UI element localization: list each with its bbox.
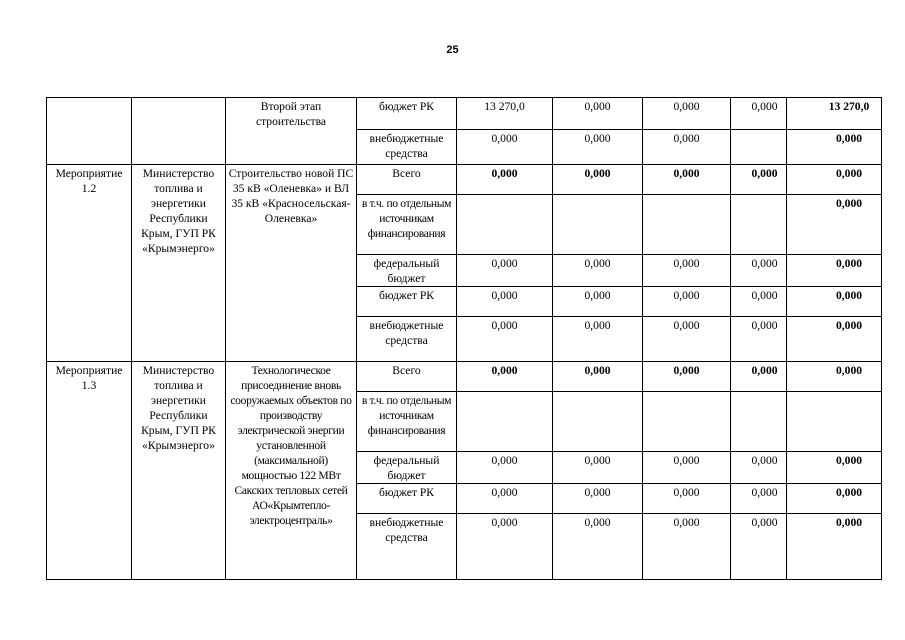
value-cell: 0,000 [731, 165, 787, 195]
value-cell: 0,000 [553, 362, 643, 392]
total-cell: 0,000 [787, 130, 882, 165]
value-cell: 0,000 [457, 452, 553, 484]
table-row [47, 98, 882, 130]
event-cell [47, 98, 132, 165]
value-cell: 0,000 [731, 484, 787, 514]
value-cell: 0,000 [553, 98, 643, 130]
source-label: Всего [357, 362, 457, 392]
value-cell: 0,000 [731, 98, 787, 130]
value-cell: 0,000 [457, 317, 553, 362]
value-cell: 0,000 [553, 452, 643, 484]
source-label: внебюджетные средства [357, 514, 457, 580]
value-cell: 0,000 [731, 362, 787, 392]
source-label: федеральный бюджет [357, 255, 457, 287]
value-cell: 0,000 [553, 165, 643, 195]
value-cell: 0,000 [457, 514, 553, 580]
description-cell: Строительство новой ПС 35 кВ «Оленевка» и ВЛ 35 кВ «Красносельская-Оленевка» [226, 165, 357, 362]
value-cell: 0,000 [553, 255, 643, 287]
value-cell: 0,000 [643, 255, 731, 287]
value-cell: 0,000 [731, 317, 787, 362]
total-cell: 0,000 [787, 362, 882, 392]
total-cell: 0,000 [787, 165, 882, 195]
description-cell: Технологическое присоединение вновь сооружаемых объектов по производству электрической энергии установленной (максимальной) мощностью 122 МВт Сакских тепловых сетей АО«Крымтепло-электроцентраль» [226, 362, 357, 580]
source-label: бюджет РК [357, 484, 457, 514]
total-cell: 0,000 [787, 514, 882, 580]
total-cell: 0,000 [787, 287, 882, 317]
value-cell: 0,000 [553, 287, 643, 317]
value-cell: 0,000 [457, 255, 553, 287]
source-label: в т.ч. по отдельным источникам финансирования [357, 392, 457, 452]
total-cell: 0,000 [787, 255, 882, 287]
value-cell: 0,000 [457, 130, 553, 165]
source-label: федеральный бюджет [357, 452, 457, 484]
total-cell: 0,000 [787, 452, 882, 484]
value-cell: 0,000 [643, 130, 731, 165]
value-cell: 0,000 [643, 165, 731, 195]
value-cell: 0,000 [553, 317, 643, 362]
value-cell: 0,000 [457, 362, 553, 392]
event-cell: Мероприятие 1.2 [47, 165, 132, 362]
source-label: внебюджетные средства [357, 130, 457, 165]
total-cell: 0,000 [787, 484, 882, 514]
value-cell: 0,000 [731, 514, 787, 580]
source-label: в т.ч. по отдельным источникам финансирования [357, 195, 457, 255]
source-label: бюджет РК [357, 287, 457, 317]
executor-cell [132, 98, 226, 165]
value-cell: 0,000 [643, 98, 731, 130]
value-cell: 0,000 [457, 484, 553, 514]
value-cell [457, 392, 553, 452]
executor-cell: Министерство топлива и энергетики Республики Крым, ГУП РК «Крымэнерго» [132, 362, 226, 580]
budget-table [46, 97, 882, 580]
value-cell: 0,000 [643, 317, 731, 362]
table-row [47, 165, 882, 195]
source-label: бюджет РК [357, 98, 457, 130]
source-label: внебюджетные средства [357, 317, 457, 362]
value-cell: 0,000 [731, 452, 787, 484]
value-cell: 0,000 [553, 484, 643, 514]
description-cell: Второй этап строительства [226, 98, 357, 165]
value-cell [731, 392, 787, 452]
value-cell: 13 270,0 [457, 98, 553, 130]
executor-cell: Министерство топлива и энергетики Республики Крым, ГУП РК «Крымэнерго» [132, 165, 226, 362]
value-cell: 0,000 [643, 287, 731, 317]
source-label: Всего [357, 165, 457, 195]
value-cell: 0,000 [457, 165, 553, 195]
table-row [47, 362, 882, 392]
value-cell: 0,000 [553, 514, 643, 580]
value-cell [731, 195, 787, 255]
value-cell: 0,000 [643, 362, 731, 392]
page-number: 25 [446, 44, 459, 56]
value-cell: 0,000 [457, 287, 553, 317]
value-cell [643, 392, 731, 452]
value-cell [553, 392, 643, 452]
value-cell: 0,000 [643, 514, 731, 580]
event-cell: Мероприятие 1.3 [47, 362, 132, 580]
total-cell: 0,000 [787, 195, 882, 255]
total-cell: 13 270,0 [787, 98, 882, 130]
value-cell: 0,000 [643, 484, 731, 514]
total-cell [787, 392, 882, 452]
value-cell: 0,000 [643, 452, 731, 484]
value-cell: 0,000 [731, 287, 787, 317]
total-cell: 0,000 [787, 317, 882, 362]
value-cell: 0,000 [553, 130, 643, 165]
value-cell [457, 195, 553, 255]
value-cell: 0,000 [731, 255, 787, 287]
value-cell [553, 195, 643, 255]
value-cell [731, 130, 787, 165]
value-cell [643, 195, 731, 255]
